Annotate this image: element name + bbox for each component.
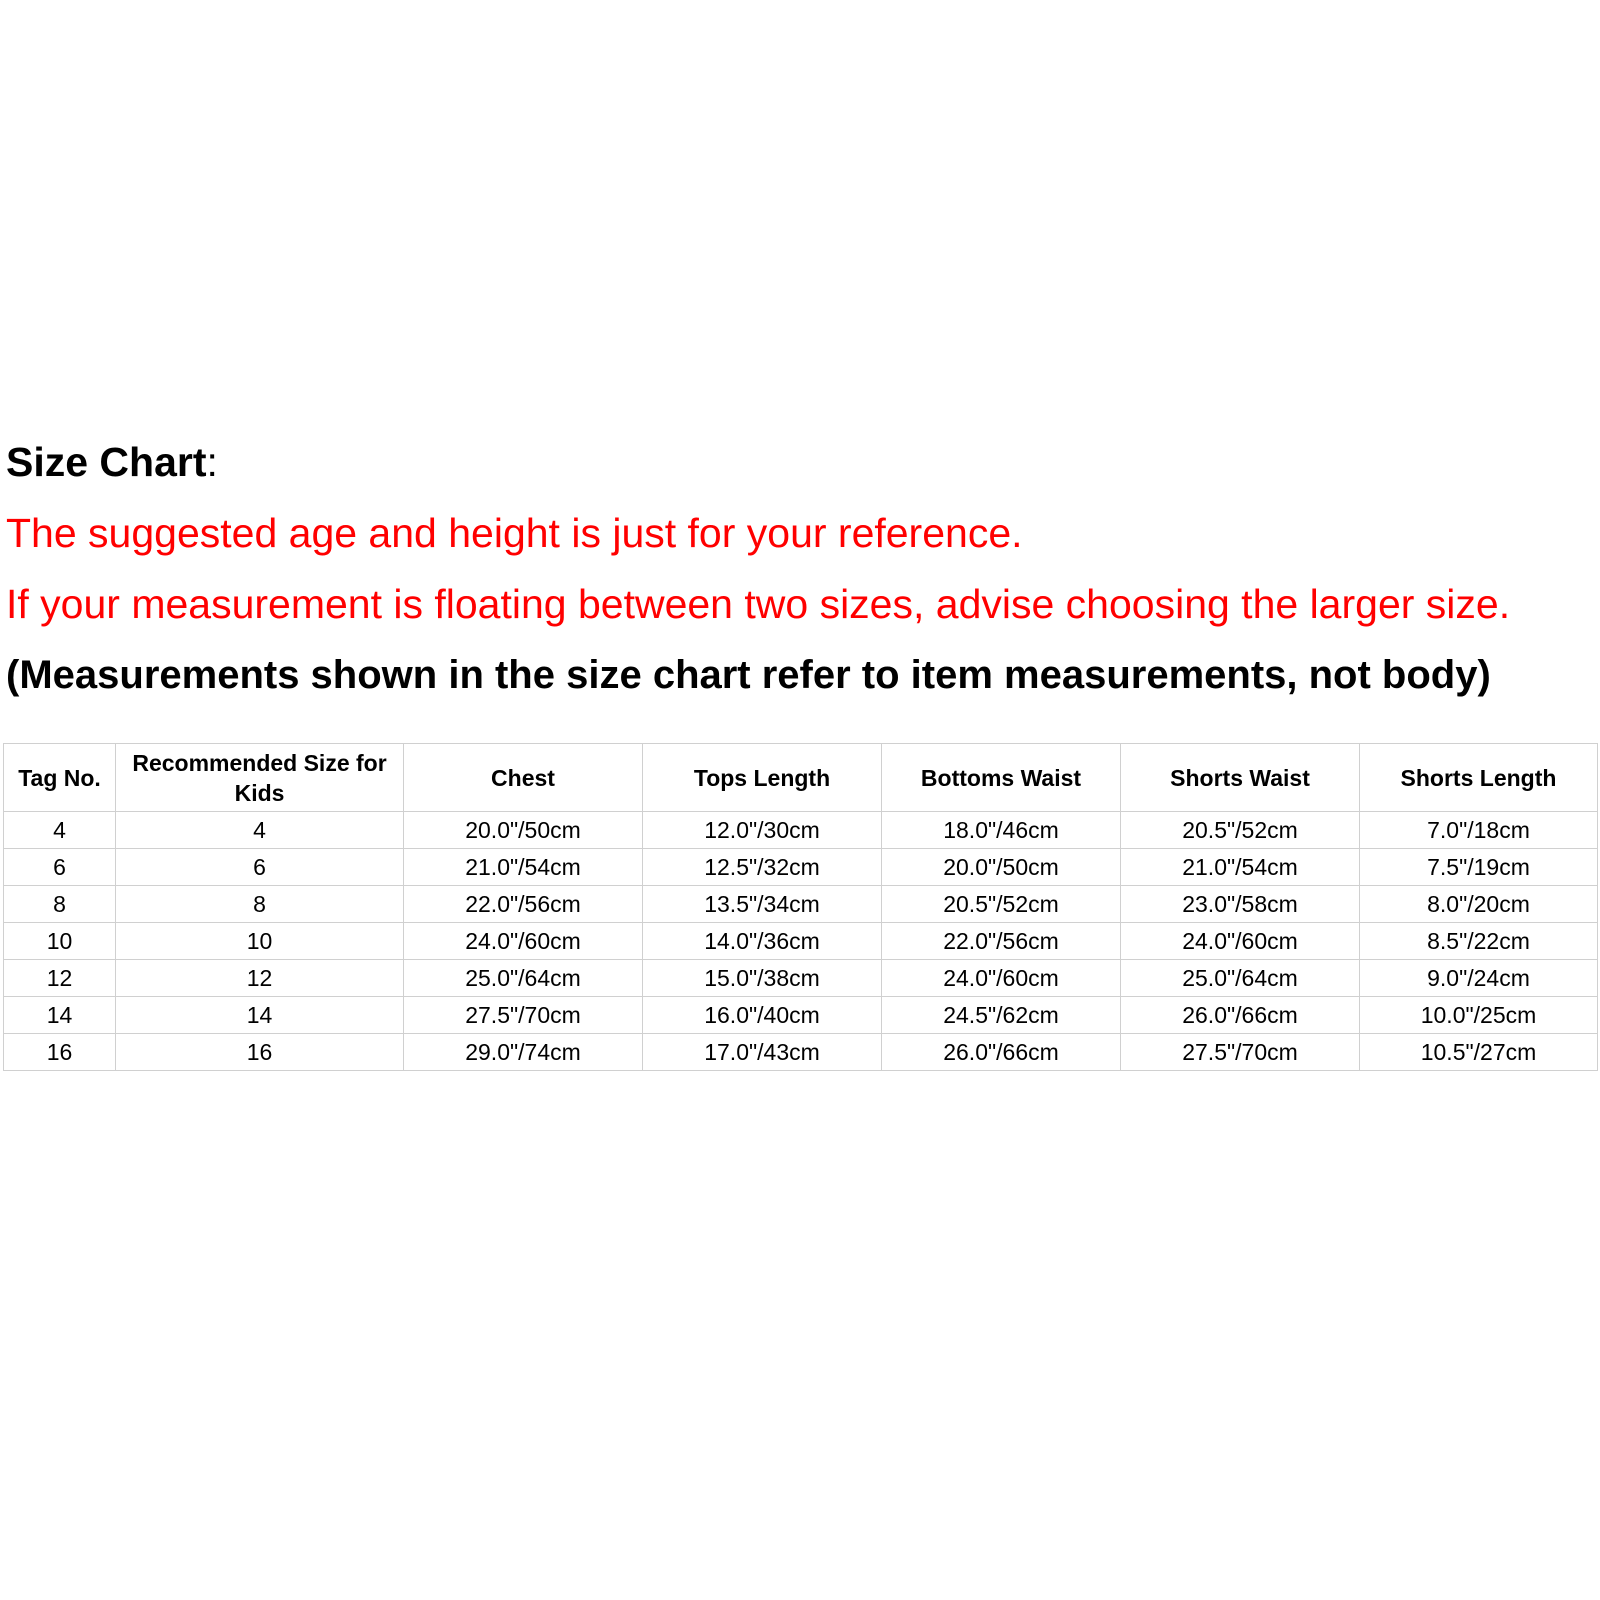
cell-bottoms-waist: 20.5"/52cm xyxy=(882,886,1121,923)
cell-shorts-length: 10.0"/25cm xyxy=(1360,997,1598,1034)
cell-tag-no: 14 xyxy=(4,997,116,1034)
sizing-advice-note: If your measurement is floating between two sizes, advise choosing the larger size. xyxy=(6,581,1511,627)
cell-shorts-length: 7.0"/18cm xyxy=(1360,812,1598,849)
cell-recommended-size: 10 xyxy=(116,923,404,960)
table-row xyxy=(4,1034,1598,1071)
cell-tops-length: 13.5"/34cm xyxy=(643,886,882,923)
cell-recommended-size: 14 xyxy=(116,997,404,1034)
cell-chest: 27.5"/70cm xyxy=(404,997,643,1034)
cell-shorts-waist: 21.0"/54cm xyxy=(1121,849,1360,886)
cell-shorts-waist: 26.0"/66cm xyxy=(1121,997,1360,1034)
cell-bottoms-waist: 20.0"/50cm xyxy=(882,849,1121,886)
header-tag-no: Tag No. xyxy=(4,744,116,812)
measurement-disclaimer: (Measurements shown in the size chart refer to item measurements, not body) xyxy=(6,653,1491,697)
cell-recommended-size: 8 xyxy=(116,886,404,923)
cell-shorts-waist: 23.0"/58cm xyxy=(1121,886,1360,923)
cell-shorts-waist: 27.5"/70cm xyxy=(1121,1034,1360,1071)
cell-shorts-waist: 25.0"/64cm xyxy=(1121,960,1360,997)
cell-bottoms-waist: 24.5"/62cm xyxy=(882,997,1121,1034)
reference-note: The suggested age and height is just for your reference. xyxy=(6,510,1023,556)
table-row xyxy=(4,812,1598,849)
cell-recommended-size: 16 xyxy=(116,1034,404,1071)
table-row xyxy=(4,960,1598,997)
cell-tag-no: 16 xyxy=(4,1034,116,1071)
header-recommended-size: Recommended Size for Kids xyxy=(116,744,404,812)
cell-recommended-size: 4 xyxy=(116,812,404,849)
cell-shorts-length: 9.0"/24cm xyxy=(1360,960,1598,997)
cell-tag-no: 10 xyxy=(4,923,116,960)
cell-shorts-length: 8.5"/22cm xyxy=(1360,923,1598,960)
header-shorts-length: Shorts Length xyxy=(1360,744,1598,812)
cell-bottoms-waist: 24.0"/60cm xyxy=(882,960,1121,997)
cell-shorts-waist: 20.5"/52cm xyxy=(1121,812,1360,849)
size-chart-title-text: Size Chart xyxy=(6,439,207,485)
cell-chest: 22.0"/56cm xyxy=(404,886,643,923)
cell-bottoms-waist: 26.0"/66cm xyxy=(882,1034,1121,1071)
cell-recommended-size: 6 xyxy=(116,849,404,886)
cell-tops-length: 14.0"/36cm xyxy=(643,923,882,960)
cell-shorts-length: 8.0"/20cm xyxy=(1360,886,1598,923)
header-tops-length: Tops Length xyxy=(643,744,882,812)
size-chart-body xyxy=(4,812,1598,1071)
cell-tops-length: 12.5"/32cm xyxy=(643,849,882,886)
cell-tops-length: 12.0"/30cm xyxy=(643,812,882,849)
table-row xyxy=(4,997,1598,1034)
cell-chest: 20.0"/50cm xyxy=(404,812,643,849)
size-chart-heading xyxy=(6,440,1600,724)
cell-shorts-length: 10.5"/27cm xyxy=(1360,1034,1598,1071)
cell-tops-length: 15.0"/38cm xyxy=(643,960,882,997)
table-header-row xyxy=(4,744,1598,812)
cell-shorts-length: 7.5"/19cm xyxy=(1360,849,1598,886)
cell-tag-no: 6 xyxy=(4,849,116,886)
header-chest: Chest xyxy=(404,744,643,812)
header-bottoms-waist: Bottoms Waist xyxy=(882,744,1121,812)
cell-chest: 29.0"/74cm xyxy=(404,1034,643,1071)
table-row xyxy=(4,886,1598,923)
cell-bottoms-waist: 18.0"/46cm xyxy=(882,812,1121,849)
cell-bottoms-waist: 22.0"/56cm xyxy=(882,923,1121,960)
cell-chest: 25.0"/64cm xyxy=(404,960,643,997)
cell-recommended-size: 12 xyxy=(116,960,404,997)
cell-tag-no: 4 xyxy=(4,812,116,849)
table-row xyxy=(4,923,1598,960)
cell-shorts-waist: 24.0"/60cm xyxy=(1121,923,1360,960)
cell-chest: 21.0"/54cm xyxy=(404,849,643,886)
size-chart-table xyxy=(3,743,1598,1071)
header-shorts-waist: Shorts Waist xyxy=(1121,744,1360,812)
table-row xyxy=(4,849,1598,886)
cell-tag-no: 8 xyxy=(4,886,116,923)
size-chart-title-colon: : xyxy=(206,439,218,485)
cell-tops-length: 16.0"/40cm xyxy=(643,997,882,1034)
size-chart-title xyxy=(6,440,1600,511)
cell-chest: 24.0"/60cm xyxy=(404,923,643,960)
cell-tops-length: 17.0"/43cm xyxy=(643,1034,882,1071)
cell-tag-no: 12 xyxy=(4,960,116,997)
